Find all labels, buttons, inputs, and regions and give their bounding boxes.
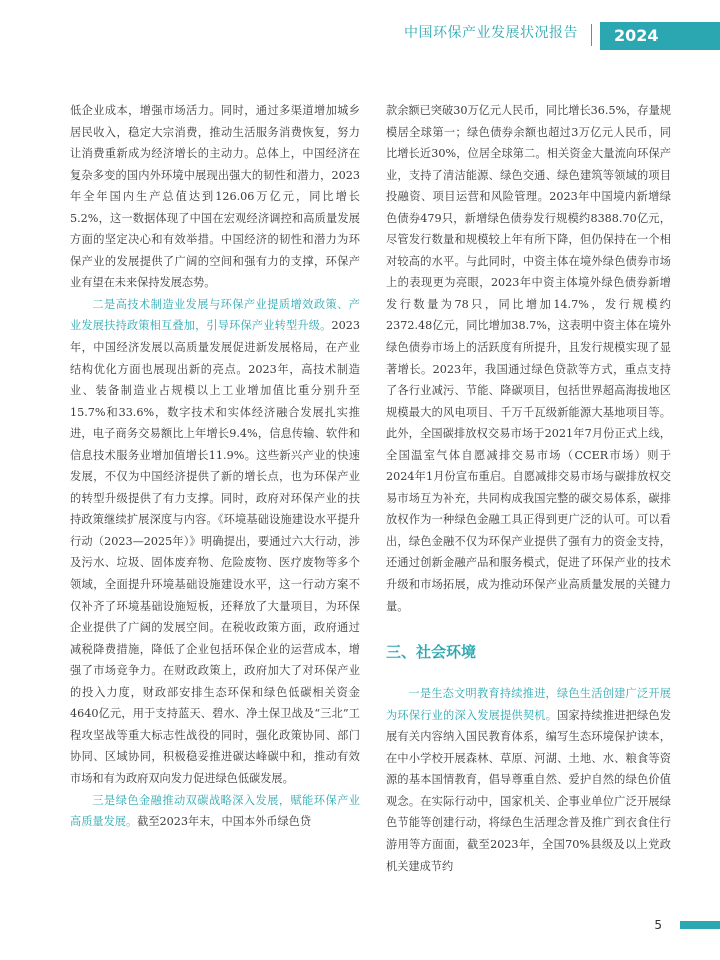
paragraph (70, 294, 360, 790)
paragraph-body: 2023年，中国经济发展以高质量发展促进新发展格局，在产业结构优化方面也展现出新的亮点。2023年，高技术制造业、装备制造业占规模以上工业增加值比重分别升至15.7%和33.6%，数字技术和实体经济融合发展扎实推进，电子商务交易额比上年增长9.4%，信息传输、软件和信息技术服务业增加值增长11.9%。这些新兴产业的快速发展，不仅为中国经济提供了新的增长点，也为环保产业的转型升级提供了有力支撑。同时，政府对环保产业的扶持政策继续扩展深度与内容。《环境基础设施建设水平提升行动（2023—2025年）》明确提出，要通过六大行动，涉及污水、垃圾、固体废弃物、危险废物、医疗废物等多个领域，全面提升环境基础设施建设水平，这一行动方案不仅补齐了环境基础设施短板，还释放了大量项目，为环保企业提供了广阔的发展空间。在税收政策方面，政府通过减税降费措施，降低了企业包括环保企业的运营成本，增强了市场竞争力。在财政政策上，政府加大了对环保产业的投入力度，财政部安排生态环保和绿色低碳相关资金4640亿元，用于支持蓝天、碧水、净土保卫战及“三北”工程攻坚战等重大标志性战役的同时，强化政策协同、部门协同、区域协同，积极稳妥推进碳达峰碳中和，推动有效市场和有为政府双向发力促进绿色低碳发展。 (70, 319, 360, 785)
paragraph: 低企业成本，增强市场活力。同时，通过多渠道增加城乡居民收入，稳定大宗消费，推动生活服务消费恢复，努力让消费重新成为经济增长的主动力。总体上，中国经济在复杂多变的国内外环境中展现出强大的韧性和潜力，2023年全年国内生产总值达到126.06万亿元，同比增长5.2%，这一数据体现了中国在宏观经济调控和高质量发展方面的坚定决心和有效举措。中国经济的韧性和潜力为环保产业的发展提供了广阔的空间和强有力的支撑，环保产业有望在未来保持发展态势。 (70, 104, 360, 290)
page-number-bar (680, 921, 720, 929)
paragraph-body: 截至2023年末，中国本外币绿色贷 (137, 815, 312, 829)
paragraph-body: 国家持续推进把绿色发展有关内容纳入国民教育体系，编写生态环境保护读本，在中小学校开展森林、草原、河湖、土地、水、粮食等资源的基本国情教育，倡导尊重自然、爱护自然的绿色价值观念。在实际行动中，国家机关、企事业单位广泛开展绿色节能等创建行动，将绿色生活理念普及推广到衣食住行游用等方面面，截至2023年，全国70%县级及以上党政机关建成节约 (386, 708, 671, 873)
paragraph (386, 683, 671, 877)
left-column (70, 100, 360, 833)
paragraph: 款余额已突破30万亿元人民币，同比增长36.5%，存量规模居全球第一；绿色债券余额也超过3万亿元人民币，同比增长近30%，位居全球第二。相关资金大量流向环保产业，支持了清洁能源、绿色交通、绿色建筑等领域的项目投融资、项目运营和风险管理。2023年中国境内新增绿色债券479只，新增绿色债券发行规模约8388.70亿元，尽管发行数量和规模较上年有所下降，但仍保持在一个相对较高的水平。与此同时，中资主体在境外绿色债券市场上的表现更为亮眼，2023年中资主体境外绿色债券新增发行数量为78只，同比增加14.7%，发行规模约2372.48亿元，同比增加38.7%，这表明中资主体在境外绿色债券市场上的活跃度有所提升，且发行规模实现了显著增长。2023年，我国通过绿色贷款等方式，重点支持了各行业减污、节能、降碳项目，包括世界超高海拔地区规模最大的风电项目、千万千瓦级新能源大基地项目等。此外，全国碳排放权交易市场于2021年7月份正式上线，全国温室气体自愿减排交易市场（CCER市场）则于2024年1月份宣布重启。自愿减排交易市场与碳排放权交易市场互为补充，共同构成我国完整的碳交易体系，碳排放权作为一种绿色金融工具正得到更广泛的认可。可以看出，绿色金融不仅为环保产业提供了强有力的资金支持，还通过创新金融产品和服务模式，促进了环保产业的技术升级和市场拓展，成为推动环保产业高质量发展的关键力量。 (386, 104, 671, 613)
paragraph (70, 790, 360, 833)
highlight-lead: 三是绿色金融推动双碳战略深入发展，赋能环保产业高质量发展。 (70, 793, 360, 829)
highlight-lead: 一是生态文明教育持续推进，绿色生活创建广泛开展为环保行业的深入发展提供契机。 (386, 687, 671, 722)
report-title: 中国环保产业发展状况报告 (404, 25, 578, 41)
right-column (386, 100, 671, 877)
header-divider (591, 24, 592, 46)
section-heading: 三、社会环境 (386, 643, 477, 662)
page-number: 5 (654, 918, 662, 932)
highlight-lead: 二是高技术制造业发展与环保产业提质增效政策、产业发展扶持政策相互叠加，引导环保产业转型升级。 (70, 297, 360, 333)
report-year-badge: 2024 (600, 22, 720, 50)
